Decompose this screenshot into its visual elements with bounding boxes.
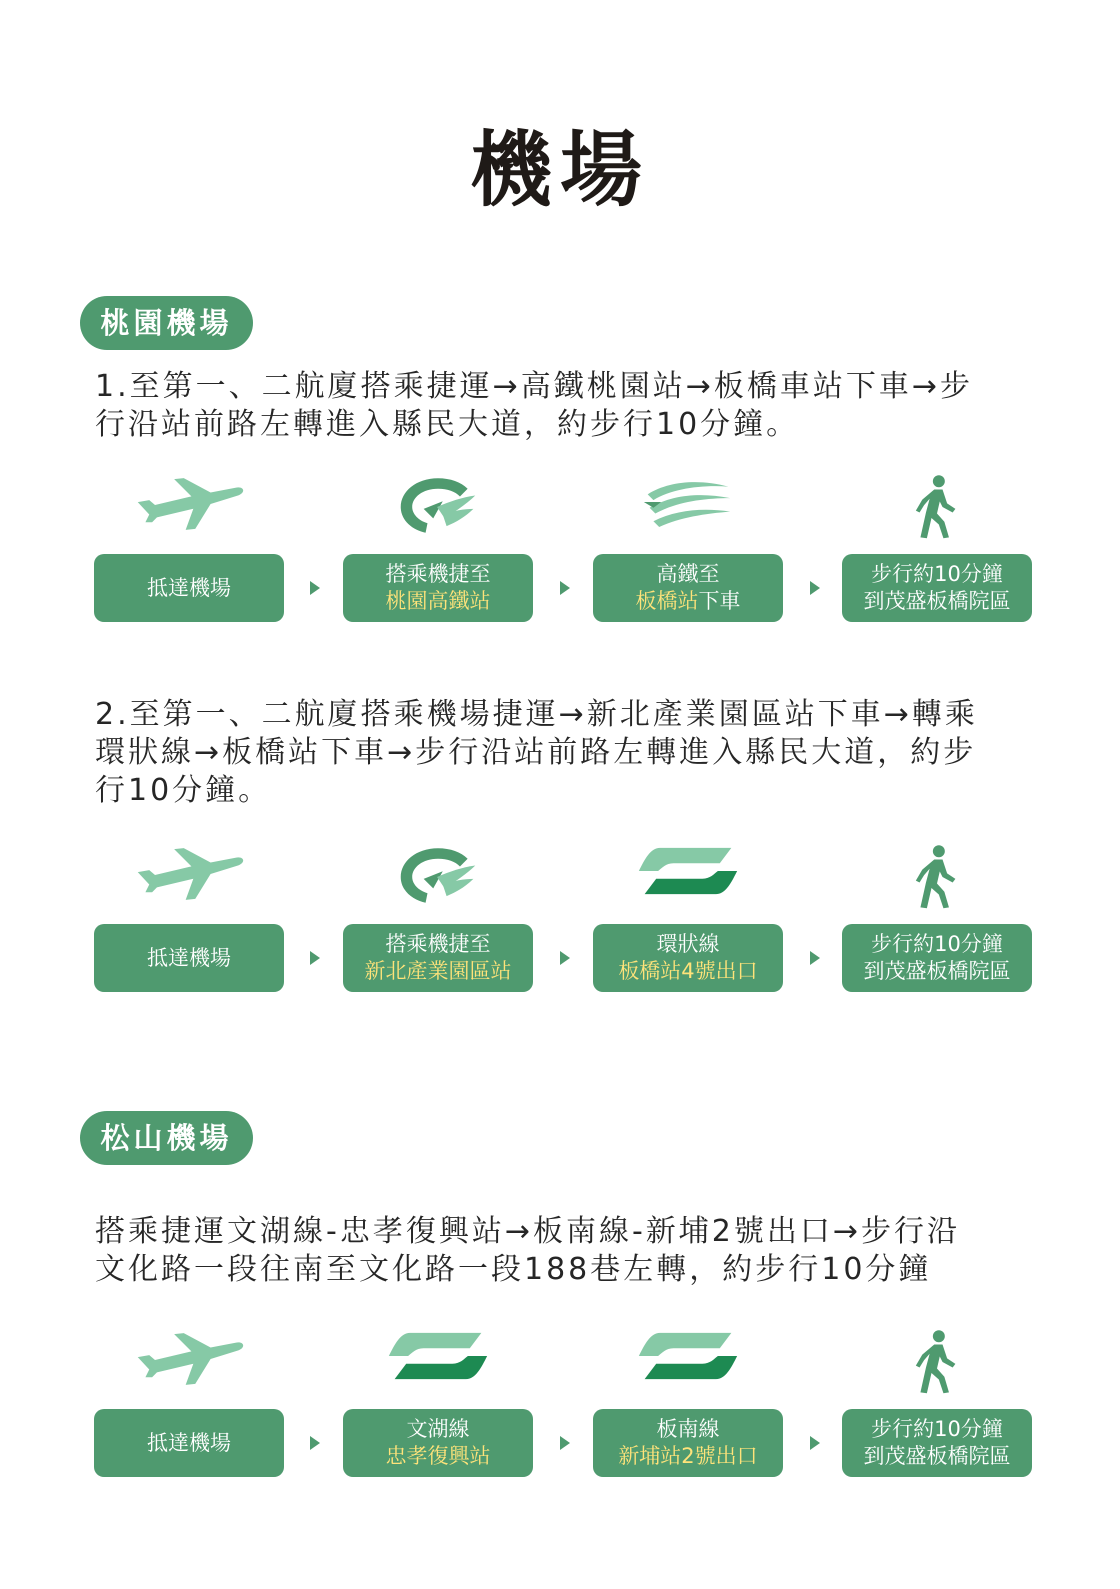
step-text: 步行約10分鐘 [871,932,1003,956]
route-2-description [95,696,1030,810]
step-walk [842,554,1032,622]
step-text: 文湖線 [406,1417,470,1441]
step-highlight: 桃園高鐵站 [385,589,491,613]
step-wenhu-line [343,1409,533,1477]
step-text: 環狀線 [656,932,720,956]
flow-arrow-icon [560,581,570,595]
airplane-icon [94,472,284,544]
metro-logo-icon [343,1327,533,1399]
flow-arrow-icon [310,1436,320,1450]
airplane-icon [94,1327,284,1399]
flow-arrow-icon [810,581,820,595]
step-text: 高鐵至 [656,562,720,586]
walking-person-icon [842,1327,1032,1399]
route-1-description [95,368,1030,444]
step-airport-mrt [343,924,533,992]
route-2-line-2: 環狀線→板橋站下車→步行沿站前路左轉進入縣民大道，約步 [95,735,977,770]
flow-arrow-icon [810,951,820,965]
step-text: 到茂盛板橋院區 [863,1444,1011,1468]
step-text: 到茂盛板橋院區 [863,959,1011,983]
route-3-description [95,1213,1030,1289]
step-circular-line [593,924,783,992]
step-highlight: 新北產業園區站 [364,959,512,983]
step-arrive-airport [94,1409,284,1477]
airport-mrt-logo-icon [343,472,533,544]
step-walk [842,1409,1032,1477]
step-text: 抵達機場 [147,945,231,970]
route-2-line-1: 2.至第一、二航廈搭乘機場捷運→新北產業園區站下車→轉乘 [95,697,978,732]
step-text: 到茂盛板橋院區 [863,589,1011,613]
flow-arrow-icon [810,1436,820,1450]
flow-arrow-icon [560,1436,570,1450]
step-highlight: 板橋站4號出口 [618,959,758,983]
route-1-flow [0,472,1120,632]
route-1-line-1: 1.至第一、二航廈搭乘捷運→高鐵桃園站→板橋車站下車→步 [95,369,974,404]
route-3-flow [0,1327,1120,1487]
step-bannan-line [593,1409,783,1477]
route-3-line-2: 文化路一段往南至文化路一段188巷左轉，約步行10分鐘 [95,1252,932,1287]
route-3-line-1: 搭乘捷運文湖線-忠孝復興站→板南線-新埔2號出口→步行沿 [95,1214,961,1249]
step-text: 板南線 [656,1417,720,1441]
metro-logo-icon [593,842,783,914]
step-airport-mrt [343,554,533,622]
step-text: 步行約10分鐘 [871,562,1003,586]
step-hsr [593,554,783,622]
step-text: 步行約10分鐘 [871,1417,1003,1441]
step-text: 搭乘機捷至 [385,932,491,956]
step-highlight: 忠孝復興站 [385,1444,491,1468]
route-2-flow [0,842,1120,1002]
step-highlight: 板橋站 [635,589,699,613]
route-1-line-2: 行沿站前路左轉進入縣民大道，約步行10分鐘。 [95,407,800,442]
flow-arrow-icon [560,951,570,965]
walking-person-icon [842,842,1032,914]
step-text: 下車 [698,589,741,613]
hsr-logo-icon [593,472,783,544]
step-text: 抵達機場 [147,575,231,600]
step-text: 搭乘機捷至 [385,562,491,586]
section-label-taoyuan: 桃園機場 [80,296,253,350]
step-arrive-airport [94,554,284,622]
walking-person-icon [842,472,1032,544]
page-title: 機場 [469,123,650,218]
section-label-songshan: 松山機場 [80,1111,253,1165]
flow-arrow-icon [310,951,320,965]
flow-arrow-icon [310,581,320,595]
metro-logo-icon [593,1327,783,1399]
airport-mrt-logo-icon [343,842,533,914]
step-arrive-airport [94,924,284,992]
step-walk [842,924,1032,992]
step-highlight: 新埔站2號出口 [618,1444,758,1468]
route-2-line-3: 行10分鐘。 [95,773,272,808]
step-text: 抵達機場 [147,1430,231,1455]
airplane-icon [94,842,284,914]
